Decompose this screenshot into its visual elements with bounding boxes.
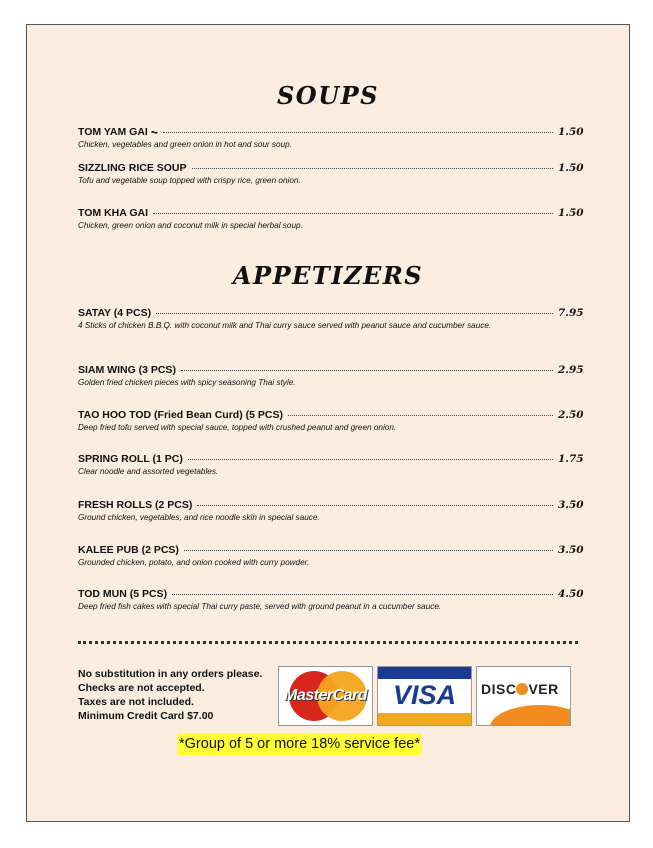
item-desc: Chicken, vegetables and green onion in hot and sour soup.: [78, 140, 292, 149]
menu-item: [78, 588, 582, 614]
item-name: TAO HOO TOD (Fried Bean Curd) (5 PCS): [78, 409, 283, 421]
note-line: No substitution in any orders please.: [78, 668, 263, 680]
pepper-icon: ⏦: [150, 127, 159, 137]
menu-item: [78, 207, 582, 233]
item-desc: Ground chicken, vegetables, and rice noodle skin in special sauce.: [78, 513, 320, 522]
soups-title: SOUPS: [276, 81, 380, 110]
item-name: TOM KHA GAI: [78, 207, 148, 219]
note-line: Checks are not accepted.: [78, 682, 205, 694]
mastercard-logo: MasterCard: [278, 666, 373, 726]
appetizers-title: APPETIZERS: [232, 261, 424, 290]
item-desc: Golden fried chicken pieces with spicy seasoning Thai style.: [78, 378, 296, 387]
accepted-cards: [278, 666, 571, 726]
item-price: 3.50: [558, 499, 584, 511]
discover-logo: DISC VER: [476, 666, 571, 726]
item-name: KALEE PUB (2 PCS): [78, 544, 179, 556]
item-price: 3.50: [558, 544, 584, 556]
item-price: 7.95: [558, 307, 584, 319]
menu-item: [78, 409, 582, 435]
dotted-divider: [78, 641, 578, 644]
menu-item: [78, 544, 582, 570]
item-price: 2.50: [558, 409, 584, 421]
menu-item: [78, 307, 582, 333]
item-price: 1.50: [558, 207, 584, 219]
service-fee-note: *Group of 5 or more 18% service fee*: [177, 733, 422, 755]
item-desc: Grounded chicken, potato, and onion cooked with curry powder.: [78, 558, 310, 567]
item-desc: Clear noodle and assorted vegetables.: [78, 467, 219, 476]
item-name: TOM YAM GAI ⏦: [78, 126, 159, 138]
item-name: FRESH ROLLS (2 PCS): [78, 499, 193, 511]
item-price: 1.50: [558, 126, 584, 138]
item-price: 1.75: [558, 453, 584, 465]
item-price: 2.95: [558, 364, 584, 376]
visa-logo: VISA: [377, 666, 472, 726]
menu-page: [26, 24, 630, 822]
note-line: Minimum Credit Card $7.00: [78, 710, 214, 722]
menu-item: [78, 364, 582, 390]
item-desc: Deep fried tofu served with special sauce, topped with crushed peanut and green onion.: [78, 423, 397, 432]
item-name: TOD MUN (5 PCS): [78, 588, 168, 600]
note-line: Taxes are not included.: [78, 696, 194, 708]
item-name: SIAM WING (3 PCS): [78, 364, 177, 376]
item-name: SATAY (4 PCS): [78, 307, 152, 319]
item-name: SPRING ROLL (1 PC): [78, 453, 183, 465]
menu-item: [78, 453, 582, 479]
item-price: 4.50: [558, 588, 584, 600]
menu-item: [78, 162, 582, 188]
menu-item: [78, 126, 582, 152]
item-desc: Tofu and vegetable soup topped with crispy rice, green onion.: [78, 176, 301, 185]
item-desc: 4 Sticks of chicken B.B.Q. with coconut milk and Thai curry sauce served with peanut sauce and cucumber sauce.: [78, 321, 492, 330]
item-price: 1.50: [558, 162, 584, 174]
item-name: SIZZLING RICE SOUP: [78, 162, 187, 174]
item-desc: Deep fried fish cakes with special Thai curry paste, served with ground peanut in a cucumber sauce.: [78, 602, 442, 611]
menu-item: [78, 499, 582, 525]
item-desc: Chicken, green onion and coconut milk in special herbal soup.: [78, 221, 303, 230]
policy-notes: [78, 667, 262, 723]
